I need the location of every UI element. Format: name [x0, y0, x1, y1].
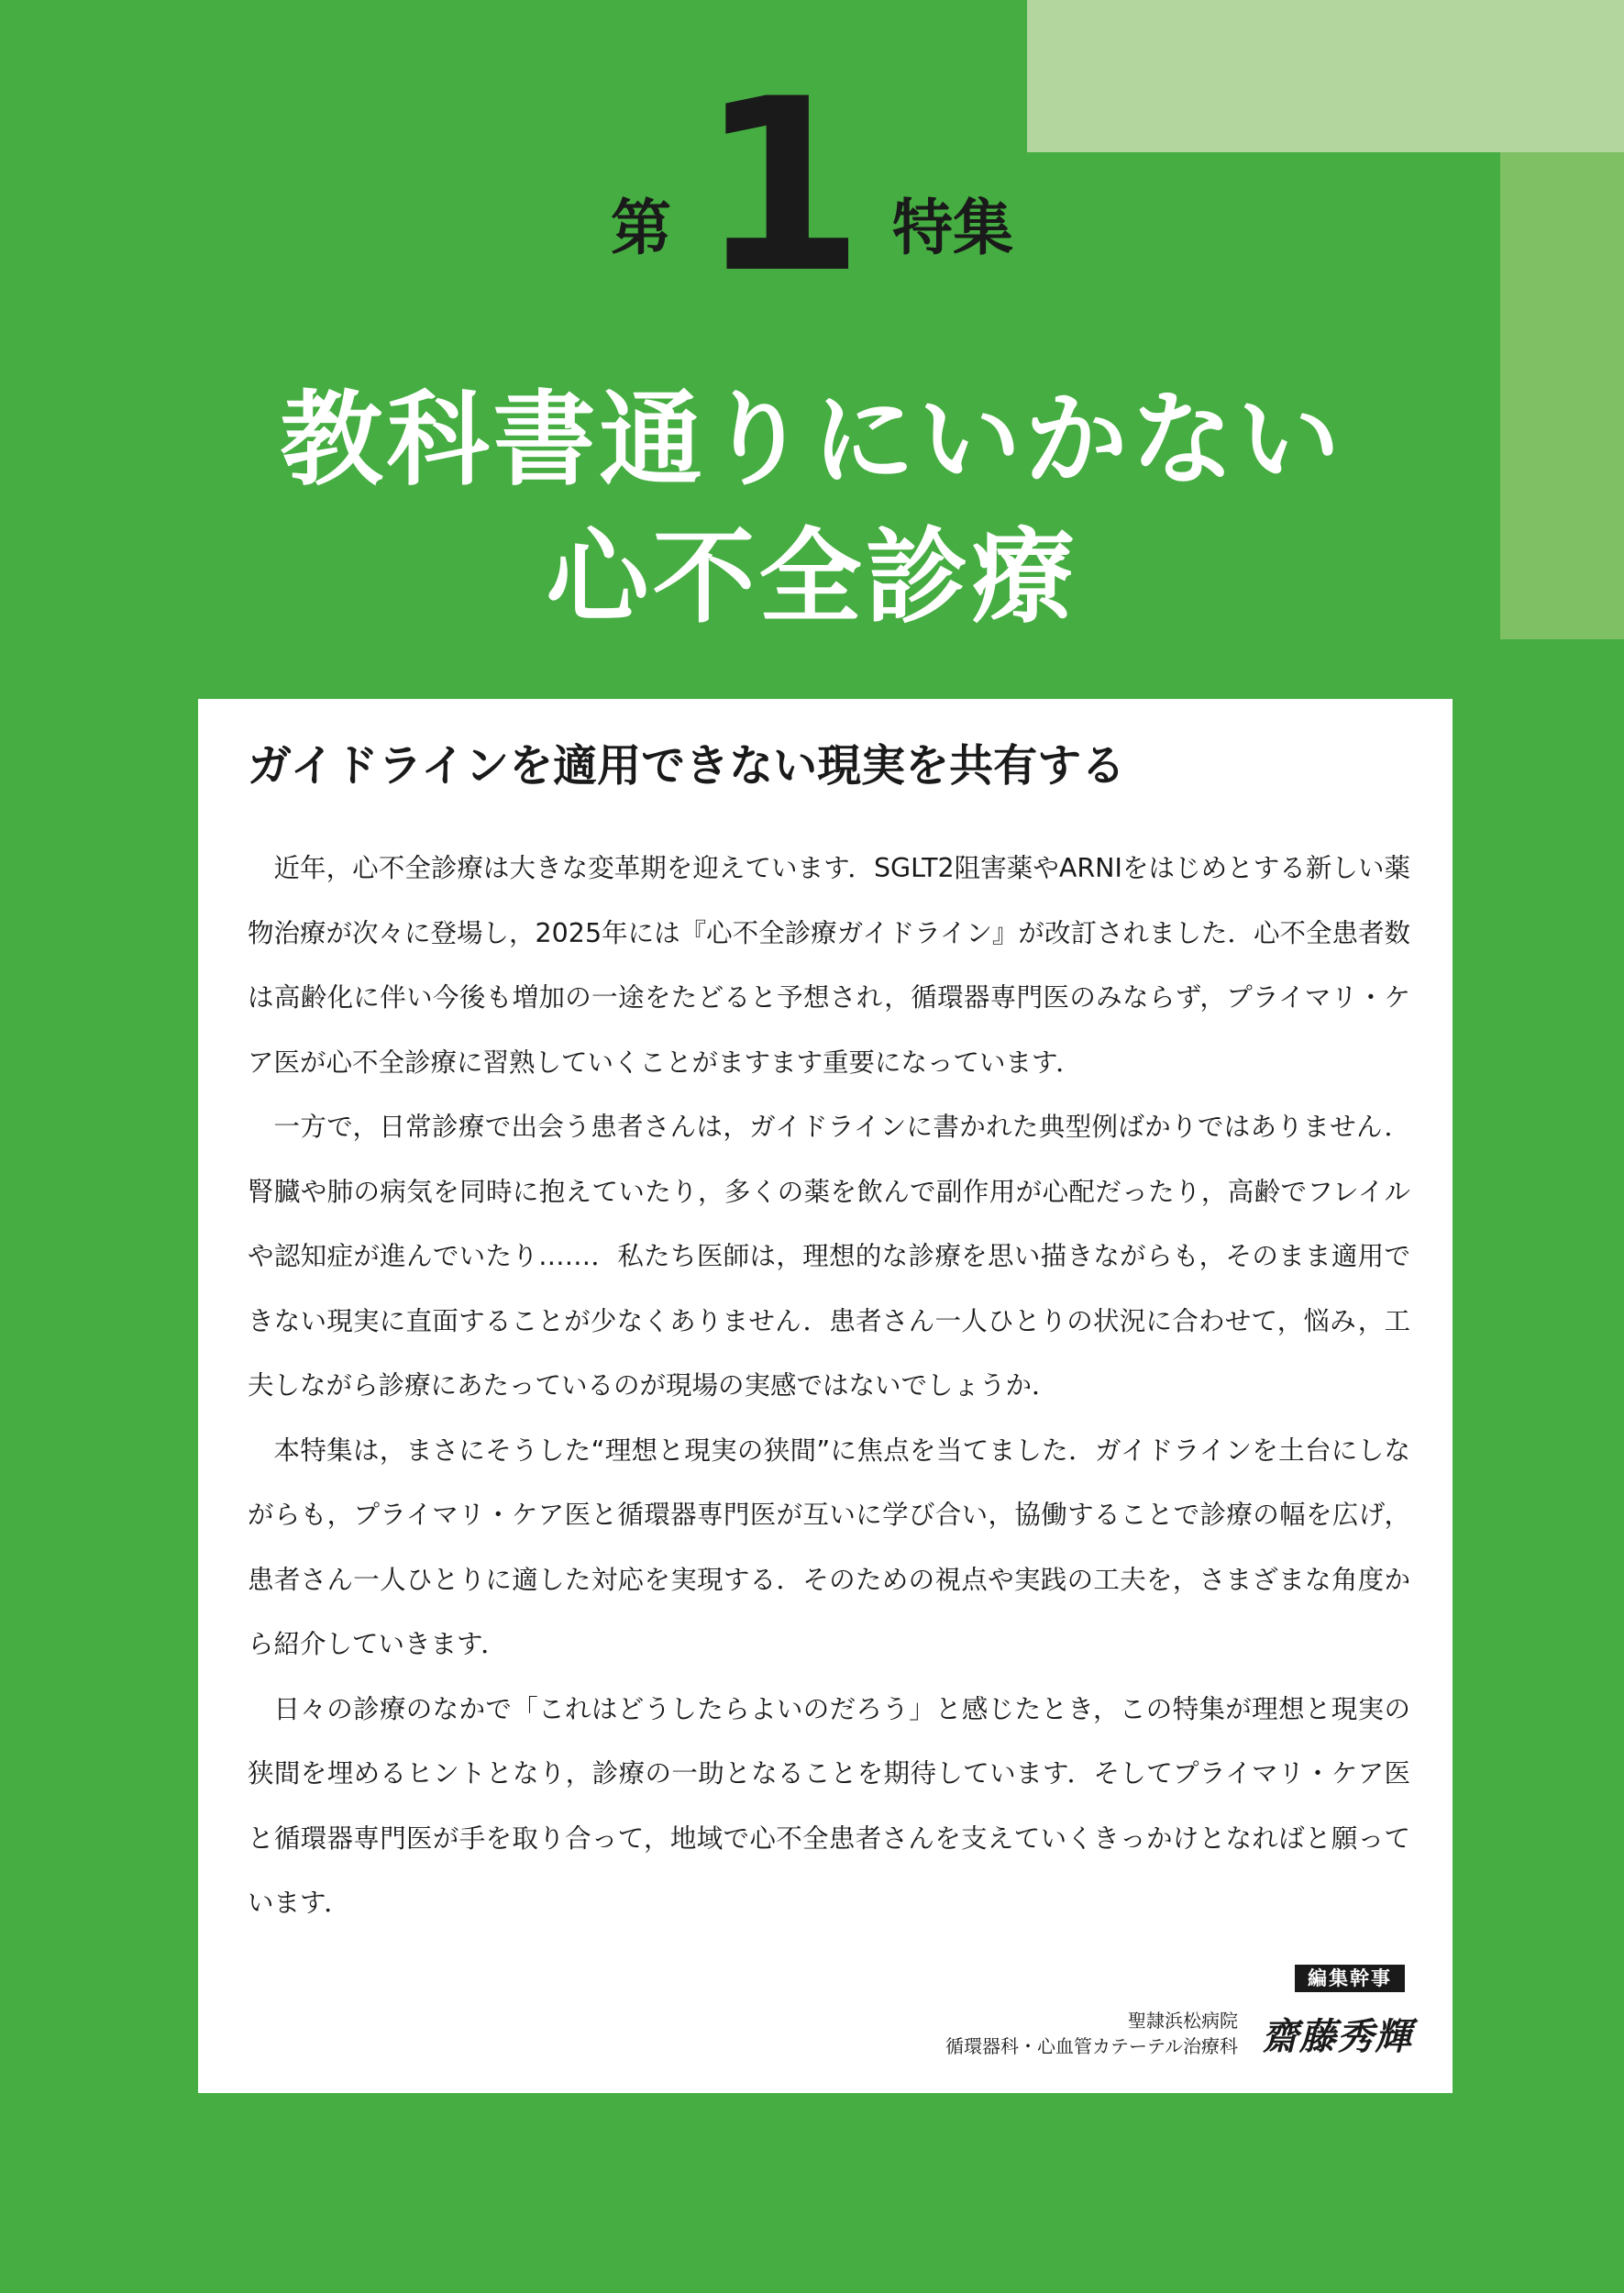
- editor-label-badge: 編集幹事: [1295, 1965, 1405, 1992]
- body-paragraph: 一方で，日常診療で出会う患者さんは，ガイドラインに書かれた典型例ばかりではありません．腎臓や肺の病気を同時に抱えていたり，多くの薬を飲んで副作用が心配だったり，高齢でフレイルや認知症が進んでいたり……．私たち医師は，理想的な診療を思い描きながらも，そのまま適用できない現実に直面することが少なくありません．患者さん一人ひとりの状況に合わせて，悩み，工夫しながら診療にあたっているのが現場の実感ではないでしょうか．: [248, 1112, 1410, 1401]
- main-title-line1: 教科書通りにいかない: [280, 381, 1344, 500]
- panel-subtitle: ガイドラインを適用できない現実を共有する: [248, 740, 1126, 792]
- feature-suffix: 特集: [891, 193, 1013, 263]
- feature-number: 1: [699, 49, 859, 326]
- main-title: [0, 371, 1624, 647]
- editor-affiliation: [945, 2008, 1238, 2059]
- affiliation-hospital: 聖隷浜松病院: [1128, 2010, 1238, 2032]
- intro-panel: [198, 699, 1453, 2093]
- affiliation-department: 循環器科・心血管カテーテル治療科: [945, 2035, 1238, 2057]
- editor-name: 齋藤秀輝: [1262, 2015, 1412, 2058]
- body-paragraph: 日々の診療のなかで「これはどうしたらよいのだろう」と感じたとき，この特集が理想と現実の狭間を埋めるヒントとなり，診療の一助となることを期待しています．そしてプライマリ・ケア医と循環器専門医が手を取り合って，地域で心不全患者さんを支えていくきっかけとなればと願っています．: [248, 1693, 1410, 1918]
- panel-body: [248, 836, 1410, 1936]
- main-title-line2: 心不全診療: [546, 518, 1078, 637]
- feature-prefix: 第: [611, 193, 672, 263]
- editor-signature: [693, 2001, 1412, 2066]
- body-paragraph: 近年，心不全診療は大きな変革期を迎えています．SGLT2阻害薬やARNIをはじめとする新しい薬物治療が次々に登場し，2025年には『心不全診療ガイドライン』が改訂されました．心不全患者数は高齢化に伴い今後も増加の一途をたどると予想され，循環器専門医のみならず，プライマリ・ケア医が心不全診療に習熟していくことがますます重要になっています．: [248, 853, 1410, 1078]
- feature-label: [0, 49, 1624, 326]
- body-paragraph: 本特集は，まさにそうした“理想と現実の狭間”に焦点を当てました．ガイドラインを土台にしながらも，プライマリ・ケア医と循環器専門医が互いに学び合い，協働することで診療の幅を広げ，患者さん一人ひとりに適した対応を実現する．そのための視点や実践の工夫を，さまざまな角度から紹介していきます．: [248, 1435, 1410, 1659]
